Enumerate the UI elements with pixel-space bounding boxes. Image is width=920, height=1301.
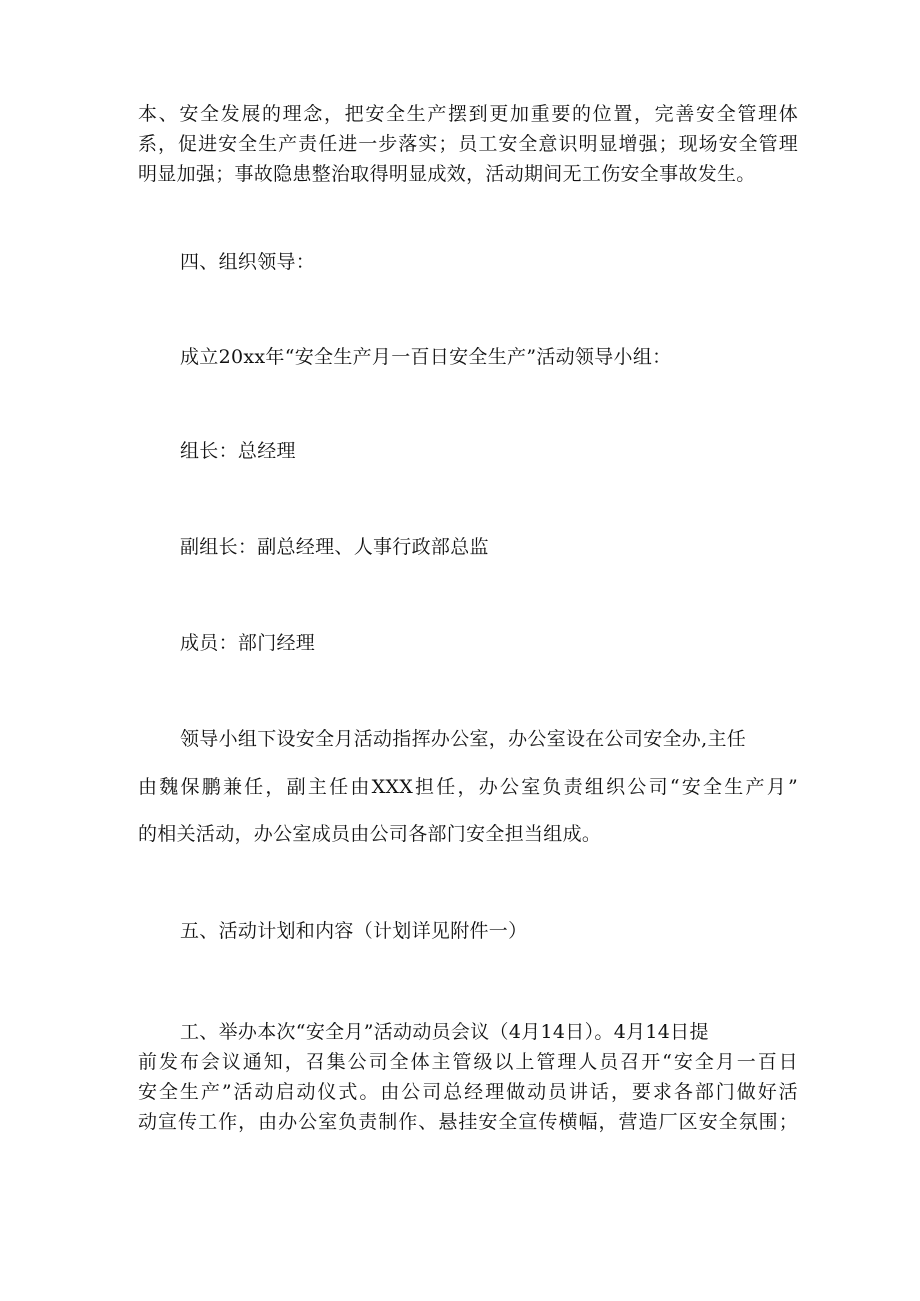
members-line: 成员：部门经理 bbox=[180, 632, 316, 654]
leader-line: 组长：总经理 bbox=[180, 440, 296, 462]
intro-line-2: 系，促进安全生产责任进一步落实；员工安全意识明显增强；现场安全管理 bbox=[138, 133, 798, 155]
activity-line-1: 工、举办本次“安全月”活动动员会议（4月14日）。4月14日提 bbox=[180, 1021, 709, 1043]
intro-line-3: 明显加强；事故隐患整治取得明显成效，活动期间无工伤安全事故发生。 bbox=[138, 163, 756, 185]
office-line-1: 领导小组下设安全月活动指挥办公室，办公室设在公司安全办,主任 bbox=[180, 728, 747, 750]
activity-line-2: 前发布会议通知，召集公司全体主管级以上管理人员召开“安全月一百日 bbox=[138, 1051, 798, 1073]
activity-line-4: 动宣传工作，由办公室负责制作、悬挂安全宣传横幅，营造厂区安全氛围； bbox=[138, 1111, 798, 1133]
group-intro: 成立20xx年“安全生产月一百日安全生产”活动领导小组： bbox=[180, 346, 672, 368]
section5-heading: 五、活动计划和内容（计划详见附件一） bbox=[180, 920, 528, 942]
section4-heading: 四、组织领导： bbox=[180, 251, 316, 273]
activity-line-3: 安全生产”活动启动仪式。由公司总经理做动员讲话，要求各部门做好活 bbox=[138, 1081, 798, 1103]
office-line-2: 由魏保鹏兼任，副主任由XXX担任，办公室负责组织公司“安全生产月” bbox=[138, 776, 798, 798]
intro-line-1: 本、安全发展的理念，把安全生产摆到更加重要的位置，完善安全管理体 bbox=[138, 103, 798, 125]
deputy-leader-line: 副组长：副总经理、人事行政部总监 bbox=[180, 536, 489, 558]
office-line-3: 的相关活动，办公室成员由公司各部门安全担当组成。 bbox=[138, 823, 602, 845]
